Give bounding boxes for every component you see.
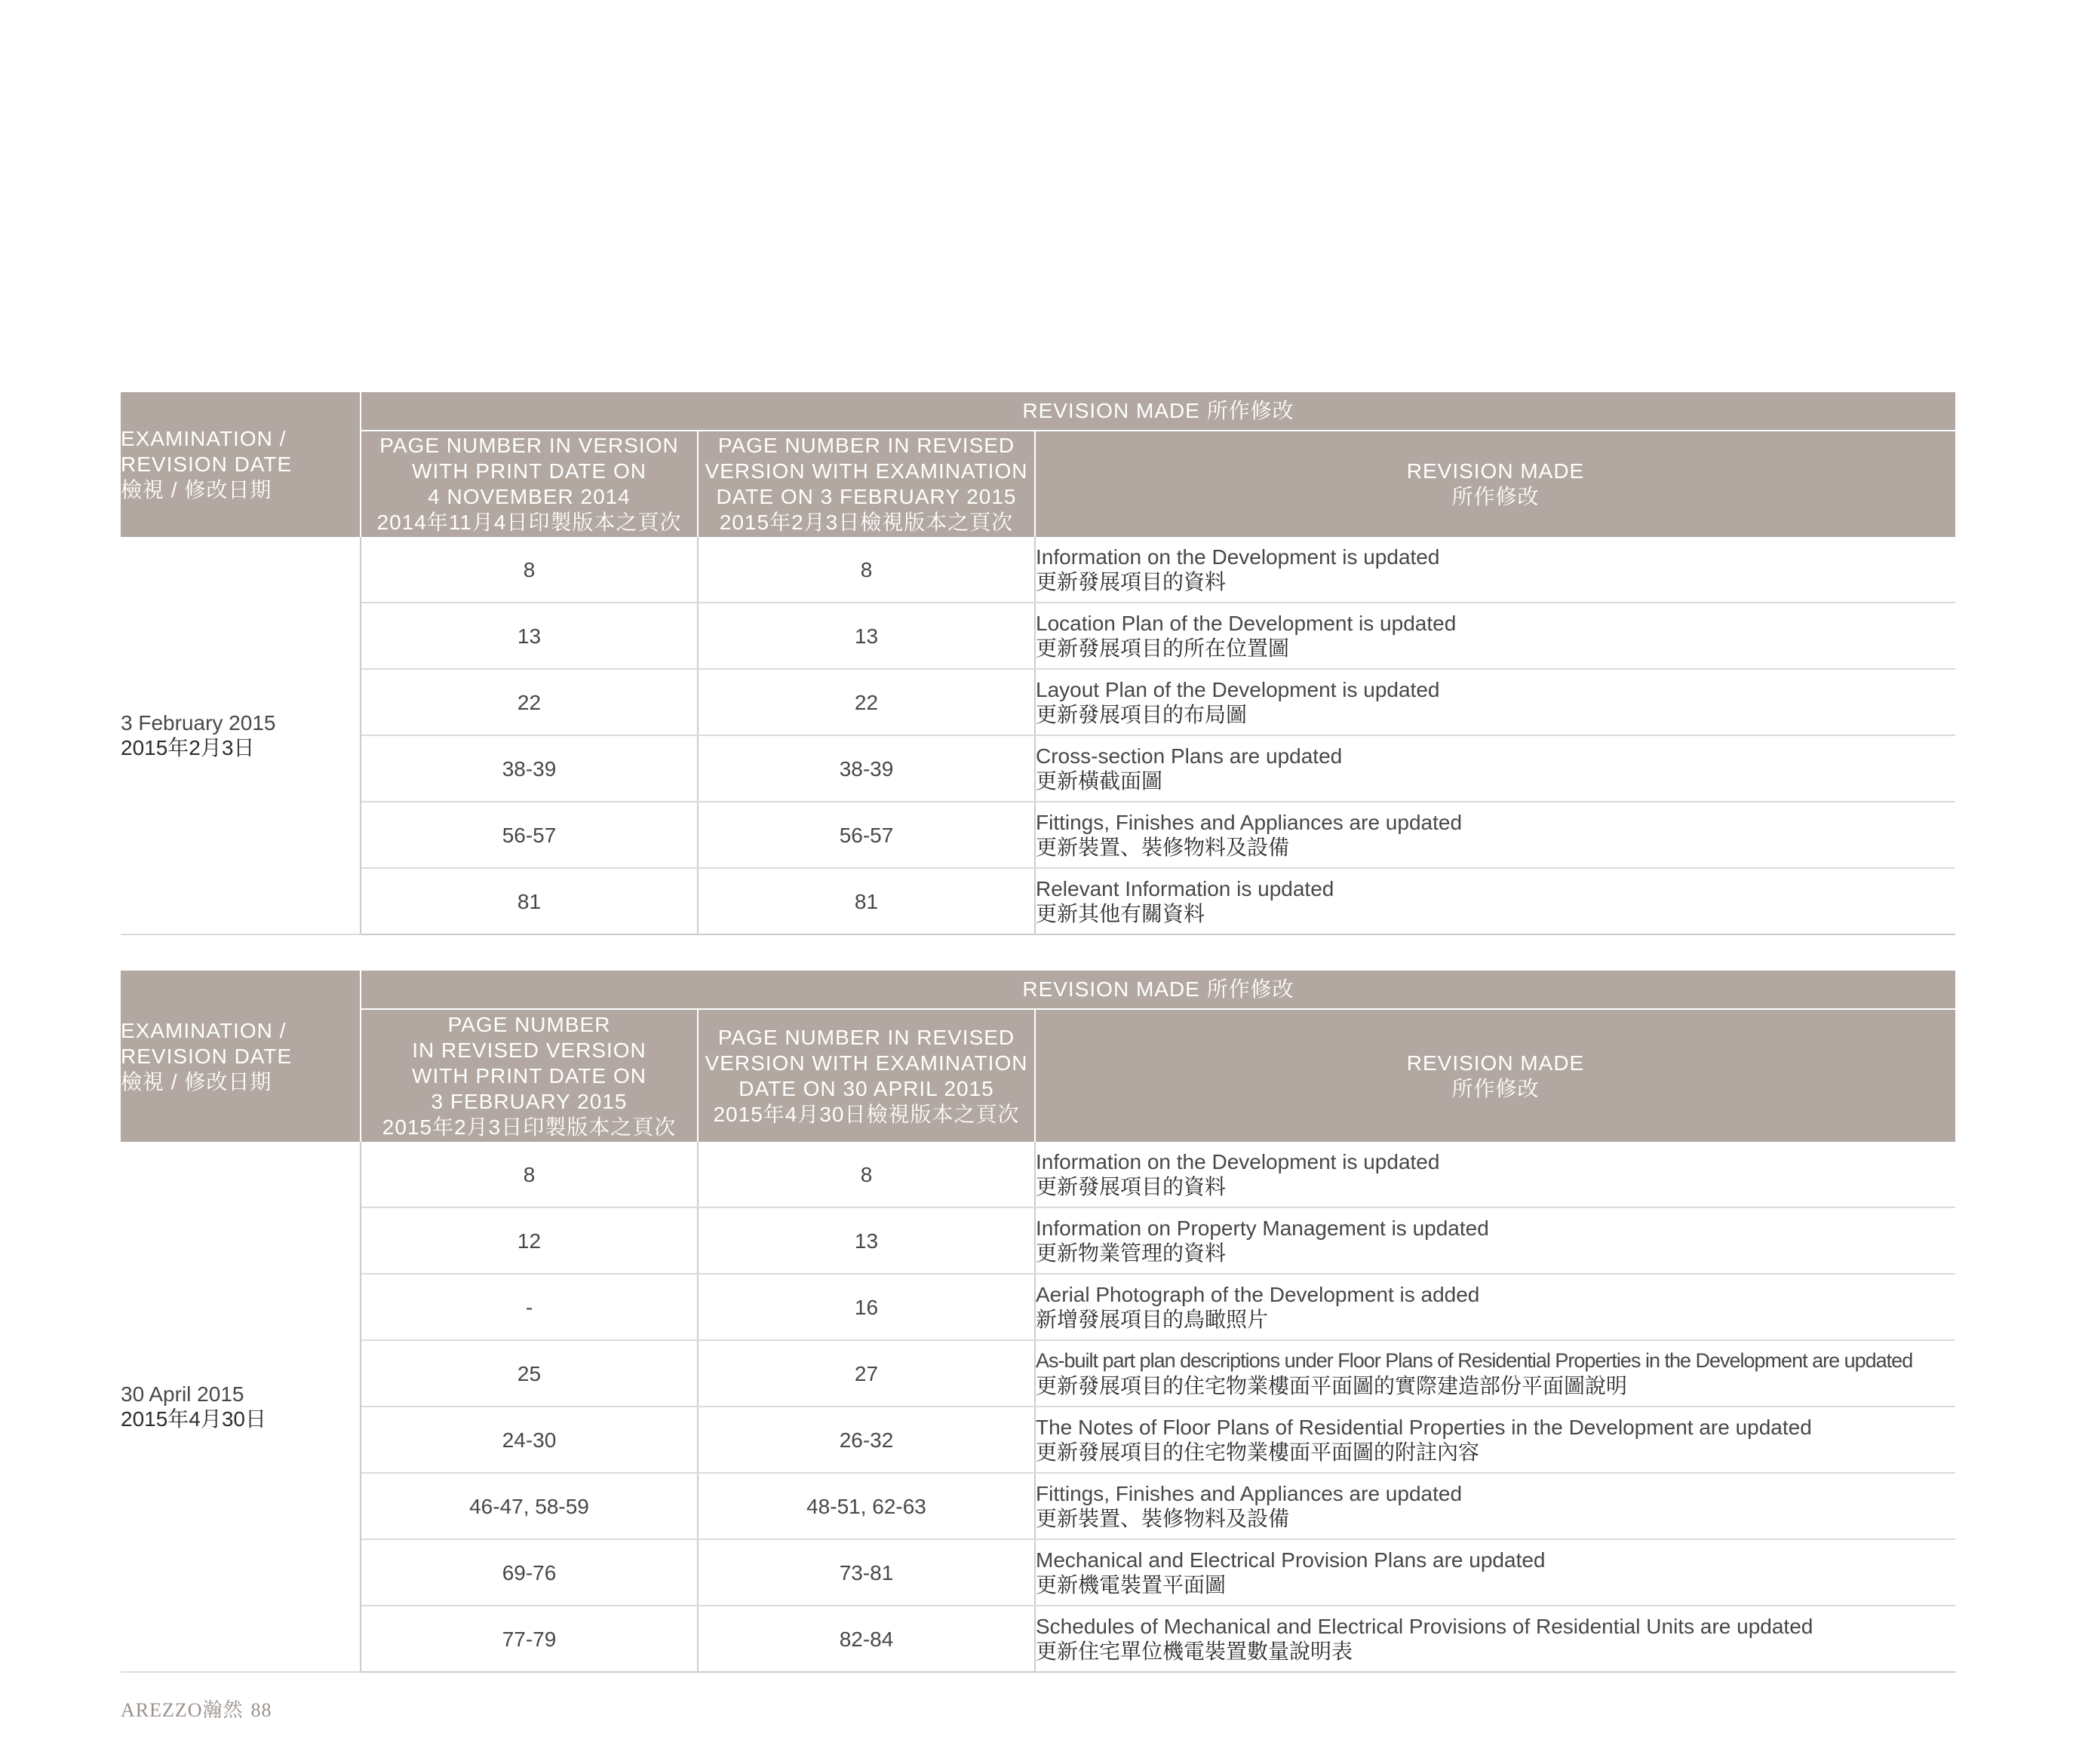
old-page-cell: 46-47, 58-59 bbox=[361, 1473, 698, 1539]
revision-made-super-header: REVISION MADE 所作修改 bbox=[361, 971, 1955, 1009]
old-page-column-header: PAGE NUMBER IN REVISED VERSION WITH PRINT DATE ON 3 FEBRUARY 2015 2015年2月3日印製版本之頁次 bbox=[361, 1009, 698, 1142]
old-page-cell: 24-30 bbox=[361, 1407, 698, 1473]
revision-made-column-header: REVISION MADE 所作修改 bbox=[1035, 1009, 1955, 1142]
old-page-cell: 56-57 bbox=[361, 802, 698, 868]
old-page-cell: 8 bbox=[361, 537, 698, 603]
old-page-cell: 81 bbox=[361, 868, 698, 934]
new-page-column-header: PAGE NUMBER IN REVISED VERSION WITH EXAMINATION DATE ON 30 APRIL 2015 2015年4月30日檢視版本之頁次 bbox=[698, 1009, 1035, 1142]
new-page-cell: 82-84 bbox=[698, 1606, 1035, 1672]
table-row bbox=[121, 1274, 1955, 1340]
table-row bbox=[121, 1407, 1955, 1473]
revision-description-cell: Layout Plan of the Development is updated 更新發展項目的布局圖 bbox=[1035, 669, 1955, 735]
new-page-cell: 16 bbox=[698, 1274, 1035, 1340]
revision-table-1 bbox=[121, 392, 1955, 935]
new-page-cell: 38-39 bbox=[698, 735, 1035, 802]
revision-description-cell: As-built part plan descriptions under Floor Plans of Residential Properties in the Development are updated 更新發展項目的住宅物業樓面平面圖的實際建造部份平面圖說明 bbox=[1035, 1340, 1955, 1407]
table-row bbox=[121, 669, 1955, 735]
revision-description-cell: Information on Property Management is updated 更新物業管理的資料 bbox=[1035, 1207, 1955, 1274]
new-page-cell: 8 bbox=[698, 1142, 1035, 1207]
table-row bbox=[121, 802, 1955, 868]
page-footer bbox=[121, 1695, 272, 1723]
new-page-cell: 13 bbox=[698, 603, 1035, 669]
old-page-cell: 69-76 bbox=[361, 1539, 698, 1606]
new-page-cell: 73-81 bbox=[698, 1539, 1035, 1606]
table-row bbox=[121, 537, 1955, 603]
revision-description-cell: Relevant Information is updated 更新其他有關資料 bbox=[1035, 868, 1955, 934]
table-row bbox=[121, 1473, 1955, 1539]
new-page-cell: 48-51, 62-63 bbox=[698, 1473, 1035, 1539]
date-column-header: EXAMINATION / REVISION DATE 檢視 / 修改日期 bbox=[121, 971, 361, 1142]
new-page-cell: 56-57 bbox=[698, 802, 1035, 868]
revision-description-cell: Information on the Development is updated 更新發展項目的資料 bbox=[1035, 1142, 1955, 1207]
table-row bbox=[121, 1142, 1955, 1207]
revision-description-cell: Information on the Development is updated 更新發展項目的資料 bbox=[1035, 537, 1955, 603]
old-page-column-header: PAGE NUMBER IN VERSION WITH PRINT DATE ON 4 NOVEMBER 2014 2014年11月4日印製版本之頁次 bbox=[361, 431, 698, 537]
table-row bbox=[121, 1606, 1955, 1672]
revision-table-2 bbox=[121, 971, 1955, 1673]
date-column-header: EXAMINATION / REVISION DATE 檢視 / 修改日期 bbox=[121, 392, 361, 537]
brand-logo: AREZZO瀚然 bbox=[121, 1699, 244, 1721]
revision-date-cell: 30 April 2015 2015年4月30日 bbox=[121, 1142, 361, 1672]
new-page-cell: 22 bbox=[698, 669, 1035, 735]
table-row bbox=[121, 1207, 1955, 1274]
table-row bbox=[121, 868, 1955, 934]
revision-description-cell: Schedules of Mechanical and Electrical Provisions of Residential Units are updated 更新住宅單位機電裝置數量說明表 bbox=[1035, 1606, 1955, 1672]
revision-description-cell: Fittings, Finishes and Appliances are updated 更新裝置、裝修物料及設備 bbox=[1035, 802, 1955, 868]
table-row bbox=[121, 735, 1955, 802]
table-row bbox=[121, 1539, 1955, 1606]
table-row bbox=[121, 603, 1955, 669]
new-page-cell: 26-32 bbox=[698, 1407, 1035, 1473]
new-page-cell: 8 bbox=[698, 537, 1035, 603]
old-page-cell: 8 bbox=[361, 1142, 698, 1207]
new-page-cell: 81 bbox=[698, 868, 1035, 934]
revision-made-column-header: REVISION MADE 所作修改 bbox=[1035, 431, 1955, 537]
old-page-cell: - bbox=[361, 1274, 698, 1340]
old-page-cell: 25 bbox=[361, 1340, 698, 1407]
revision-description-cell: Location Plan of the Development is updated 更新發展項目的所在位置圖 bbox=[1035, 603, 1955, 669]
old-page-cell: 38-39 bbox=[361, 735, 698, 802]
revision-date-cell: 3 February 2015 2015年2月3日 bbox=[121, 537, 361, 934]
revision-made-super-header: REVISION MADE 所作修改 bbox=[361, 392, 1955, 431]
new-page-cell: 27 bbox=[698, 1340, 1035, 1407]
new-page-cell: 13 bbox=[698, 1207, 1035, 1274]
page-number: 88 bbox=[250, 1699, 272, 1721]
revision-description-cell: Mechanical and Electrical Provision Plans are updated 更新機電裝置平面圖 bbox=[1035, 1539, 1955, 1606]
revision-description-cell: Aerial Photograph of the Development is added 新增發展項目的鳥瞰照片 bbox=[1035, 1274, 1955, 1340]
old-page-cell: 13 bbox=[361, 603, 698, 669]
old-page-cell: 12 bbox=[361, 1207, 698, 1274]
old-page-cell: 77-79 bbox=[361, 1606, 698, 1672]
revision-description-cell: Cross-section Plans are updated 更新橫截面圖 bbox=[1035, 735, 1955, 802]
revision-description-cell: Fittings, Finishes and Appliances are updated 更新裝置、裝修物料及設備 bbox=[1035, 1473, 1955, 1539]
revision-description-cell: The Notes of Floor Plans of Residential Properties in the Development are updated 更新發展項目的住宅物業樓面平面圖的附註內容 bbox=[1035, 1407, 1955, 1473]
old-page-cell: 22 bbox=[361, 669, 698, 735]
table-row bbox=[121, 1340, 1955, 1407]
new-page-column-header: PAGE NUMBER IN REVISED VERSION WITH EXAMINATION DATE ON 3 FEBRUARY 2015 2015年2月3日檢視版本之頁次 bbox=[698, 431, 1035, 537]
